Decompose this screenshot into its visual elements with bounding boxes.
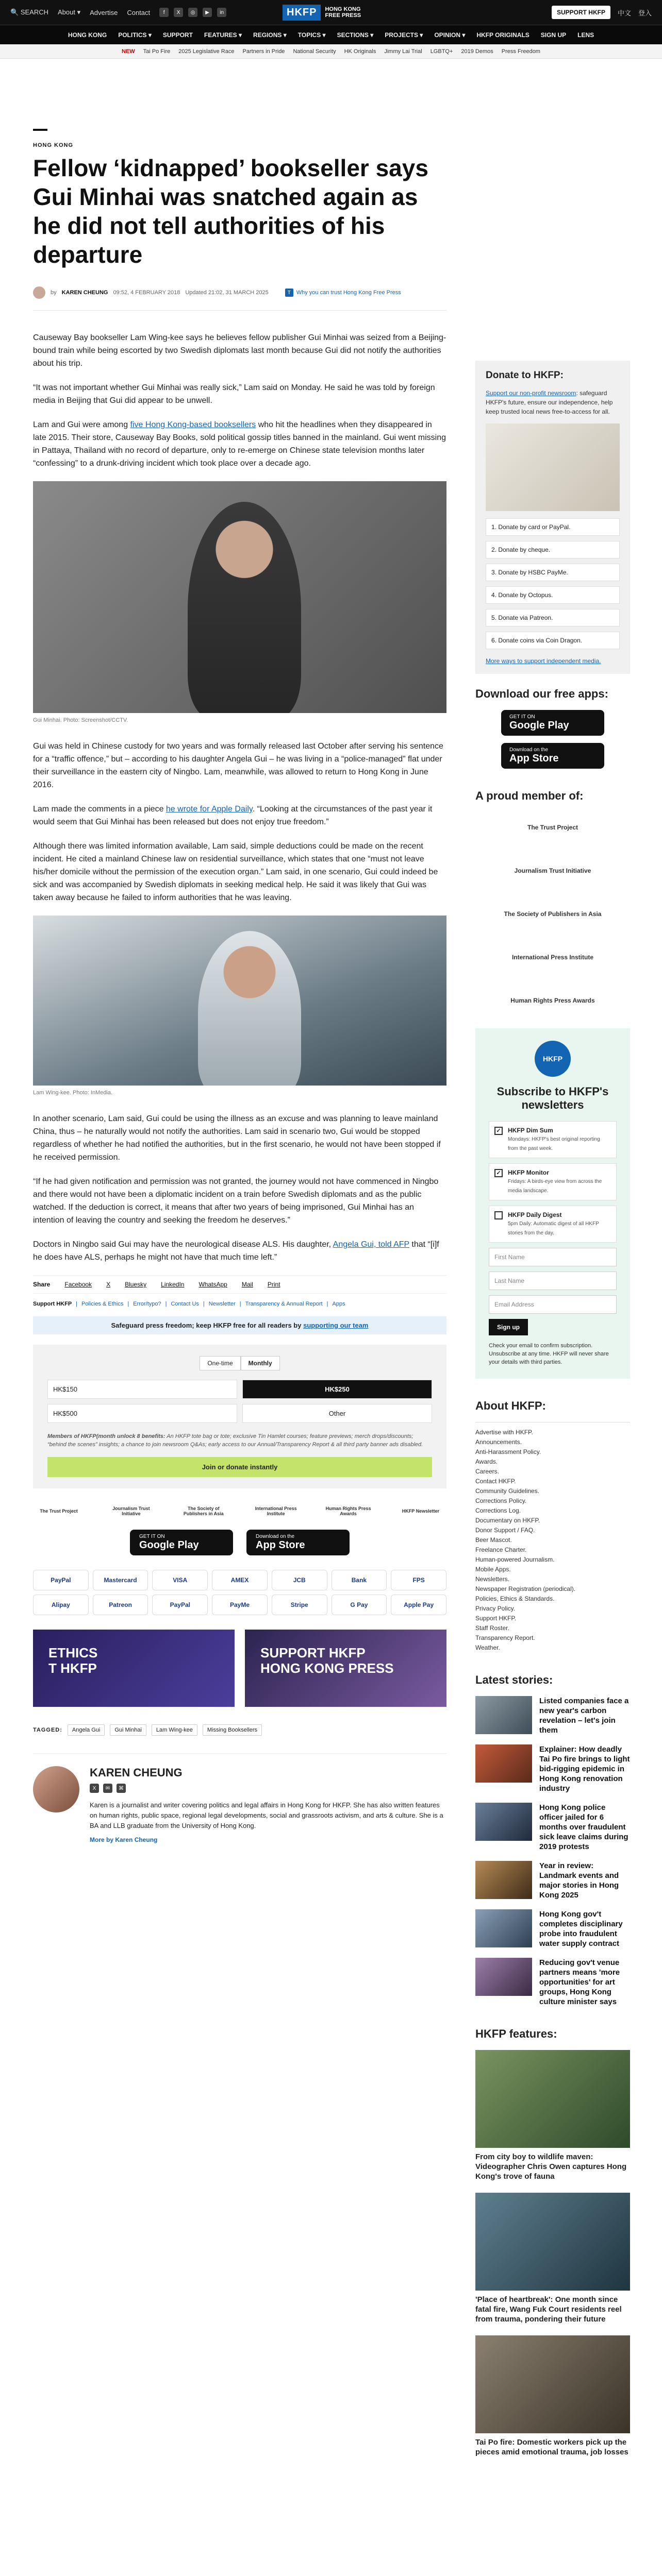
about-link[interactable]: Awards. <box>475 1458 498 1465</box>
newsletter-name: HKFP Monitor <box>508 1169 549 1176</box>
story-title: Listed companies face a new year's carbon revelation – let's join them <box>539 1697 629 1735</box>
inline-link[interactable]: Angela Gui, told AFP <box>333 1240 409 1249</box>
chinese-link[interactable]: 中文 <box>617 9 631 17</box>
donate-option[interactable]: 1. Donate by card or PayPal. <box>486 518 620 536</box>
about-link[interactable]: Transparency Report. <box>475 1634 535 1641</box>
story-title: Explainer: How deadly Tai Po fire brings to light bid-rigging epidemic in Hong Kong renovation industry <box>539 1745 630 1793</box>
trust-link[interactable] <box>285 289 401 297</box>
one-time-tab[interactable]: One-time <box>200 1356 240 1370</box>
app-store-button[interactable] <box>246 1530 350 1555</box>
newsletter-signup <box>475 1028 630 1379</box>
subnav-item[interactable]: National Security <box>293 48 336 55</box>
mail-icon[interactable]: ✉ <box>103 1784 112 1793</box>
banner-link[interactable]: supporting our team <box>303 1321 369 1329</box>
donate-desc: : safeguard HKFP's future, ensure our independence, help keep trusted local news free-to-access for all. <box>486 389 613 415</box>
story-thumbnail <box>475 1744 532 1783</box>
logo-mark: HKFP <box>283 5 321 21</box>
app-small: GET IT ON <box>509 714 535 720</box>
photo-caption: Lam Wing-kee. Photo: InMedia. <box>33 1090 113 1096</box>
app-name: Google Play <box>139 1539 199 1551</box>
promo-line: HONG KONG PRESS <box>260 1660 394 1676</box>
article-category[interactable]: HONG KONG <box>33 142 74 148</box>
nav-item[interactable]: LENS <box>577 31 594 39</box>
payment-logo[interactable]: PayPal <box>152 1595 208 1615</box>
about-link[interactable]: Announcements. <box>475 1438 522 1446</box>
search-label: SEARCH <box>20 8 48 16</box>
promo-support[interactable] <box>245 1630 446 1707</box>
payment-logo[interactable]: Alipay <box>33 1595 89 1615</box>
about-link[interactable]: Beer Mascot. <box>475 1536 512 1544</box>
share-facebook[interactable]: Facebook <box>64 1281 92 1288</box>
social-icons <box>159 8 226 17</box>
payment-logo[interactable]: Apple Pay <box>391 1595 446 1615</box>
members-text: An HKFP tote bag or tote; exclusive Tin Hamlet courses; feature previews; merch drops/discounts; “behind the scenes” insights; a chance to join newsroom Q&As; early access to our Annual/Transparency Report & all third party banner ads disabled. <box>47 1433 423 1448</box>
donate-text <box>486 388 620 416</box>
about-list <box>475 1422 630 1653</box>
newsletter-note: Check your email to confirm subscription. Unsubscribe at any time. HKFP will never share your details with third parties. <box>489 1343 609 1365</box>
subnav-item[interactable]: Tai Po Fire <box>143 48 171 55</box>
share-label: Share <box>33 1281 51 1288</box>
app-name: Google Play <box>509 720 569 731</box>
subnav-item[interactable]: 2019 Demos <box>461 48 493 55</box>
member-logo[interactable]: International Press Institute <box>511 954 594 961</box>
donate-card <box>475 361 630 674</box>
amount-option[interactable]: HK$500 <box>47 1404 237 1423</box>
app-store-button[interactable] <box>501 743 604 769</box>
checkbox-checked[interactable]: ✓ <box>494 1169 503 1177</box>
instagram-icon[interactable]: ◎ <box>188 8 197 17</box>
photo-figure <box>198 931 301 1086</box>
text: Lam and Gui were among <box>33 420 130 429</box>
about-link[interactable]: Corrections Log. <box>475 1507 521 1514</box>
payment-logo[interactable]: AMEX <box>212 1570 268 1590</box>
nav-item[interactable]: SIGN UP <box>540 31 567 39</box>
story-thumbnail <box>475 1909 532 1947</box>
paragraph: In another scenario, Lam said, Gui could be using the illness as an excuse and was planning to leave mainland China, thus – he naturally would not notify the authorities. Lam said in scenario two, Gui would be stopped regardless of whether he had notified the authorities, but in the first scenario, he would not have been stopped if he received permission. <box>33 1114 441 1162</box>
nav-item[interactable]: PROJECTS ▾ <box>385 31 423 39</box>
top-bar <box>0 0 662 25</box>
promo-banners <box>33 1630 446 1707</box>
donate-image <box>486 423 620 511</box>
paragraph: Causeway Bay bookseller Lam Wing-kee says he believes fellow publisher Gui Minhai was seized from a Beijing-bound train while being escorted by two Swedish diplomats last month because Gui did not notify the authorities about his trip. <box>33 333 446 368</box>
tag[interactable]: Lam Wing-kee <box>152 1724 197 1736</box>
nav-item[interactable]: SECTIONS ▾ <box>337 31 374 39</box>
facebook-icon[interactable]: f <box>159 8 169 17</box>
updated-date: Updated 21:02, 31 MARCH 2025 <box>185 290 269 296</box>
contact-link[interactable]: Contact <box>127 8 151 16</box>
byline <box>33 286 446 311</box>
story-item[interactable] <box>475 1958 630 2007</box>
separator: | <box>165 1301 167 1307</box>
feature-thumbnail <box>475 2050 630 2148</box>
partner-logo[interactable]: International Press Institute <box>255 1506 297 1516</box>
paragraph: “It was not important whether Gui Minhai was really sick,” Lam said on Monday. He said he was told by foreign media in Beijing that Gui did appear to be unwell. <box>33 383 435 405</box>
app-buttons <box>33 1530 446 1555</box>
author-socials <box>90 1784 446 1793</box>
email-field[interactable]: Email Address <box>489 1295 617 1314</box>
footer-link[interactable]: Contact Us <box>171 1301 199 1307</box>
newsletter-desc: Fridays: A birds-eye view from across the media landscape. <box>508 1179 602 1194</box>
footer-link[interactable]: Policies & Ethics <box>81 1301 124 1307</box>
logo-line-2: FREE PRESS <box>325 12 361 19</box>
about-link[interactable]: Donor Support / FAQ. <box>475 1527 535 1534</box>
members-info <box>47 1432 432 1449</box>
story-thumbnail <box>475 1861 532 1899</box>
donate-option[interactable]: 4. Donate by Octopus. <box>486 586 620 604</box>
story-item[interactable] <box>475 1861 630 1900</box>
newsletter-option[interactable] <box>489 1163 617 1200</box>
subnav-item[interactable]: LGBTQ+ <box>430 48 453 55</box>
partner-logos <box>33 1506 446 1516</box>
tag[interactable]: Gui Minhai <box>110 1724 146 1736</box>
partner-logo[interactable]: The Society of Publishers in Asia <box>183 1506 224 1516</box>
author-name[interactable]: KAREN CHEUNG <box>61 290 108 296</box>
newsletter-option[interactable] <box>489 1206 617 1243</box>
payment-logo[interactable]: G Pay <box>332 1595 387 1615</box>
inline-link[interactable]: five Hong Kong-based booksellers <box>130 420 256 429</box>
story-title: Hong Kong gov't completes disciplinary probe into fraudulent water supply contract <box>539 1910 623 1948</box>
about-section <box>475 1399 630 1653</box>
promo-line: T HKFP <box>48 1660 97 1676</box>
google-play-button[interactable] <box>130 1530 233 1555</box>
join-button[interactable]: Join or donate instantly <box>47 1457 432 1477</box>
about-link[interactable]: Privacy Policy. <box>475 1605 516 1612</box>
newsletter-name: HKFP Dim Sum <box>508 1127 553 1134</box>
newsletter-option[interactable] <box>489 1121 617 1158</box>
checkbox-checked[interactable]: ✓ <box>494 1127 503 1135</box>
share-bluesky[interactable]: Bluesky <box>125 1281 147 1288</box>
payment-logo[interactable]: Bank <box>332 1570 387 1590</box>
tags-label: TAGGED: <box>33 1727 62 1733</box>
paragraph <box>33 803 446 828</box>
payment-logo[interactable]: Patreon <box>93 1595 148 1615</box>
amount-option[interactable]: HK$150 <box>47 1380 237 1399</box>
separator: | <box>203 1301 205 1307</box>
nav-item[interactable]: HKFP ORIGINALS <box>476 31 529 39</box>
nav-item[interactable]: TOPICS ▾ <box>297 31 326 39</box>
feature-title: 'Place of heartbreak': One month since fatal fire, Wang Fuk Court residents reel from trauma, pondering their future <box>475 2295 622 2324</box>
top-bar-left <box>10 0 226 25</box>
share-mail[interactable]: Mail <box>241 1281 253 1288</box>
member-heading: A proud member of: <box>475 789 584 802</box>
payment-methods <box>33 1570 446 1615</box>
trust-icon: T <box>285 289 293 297</box>
nav-item[interactable]: REGIONS ▾ <box>253 31 287 39</box>
story-thumbnail <box>475 1696 532 1734</box>
footer-link[interactable]: Newsletter <box>208 1301 236 1307</box>
nav-item[interactable]: HONG KONG <box>68 31 107 39</box>
paragraph: “If he had given notification and permission was not granted, the journey would not have commenced in Ningbo and there would not have been a diplomatic incident on a train before Swedish diplomats and as the public watched. If the deduction is correct, it means that after two years of being imprisoned, Gui Minhai has an intention of leaving the country and seeking the freedom he deserves.” <box>33 1177 439 1225</box>
text: Doctors in Ningbo said Gui may have the neurological disease ALS. His daughter, <box>33 1240 333 1249</box>
donate-option[interactable]: 3. Donate by HSBC PayMe. <box>486 564 620 581</box>
story-item[interactable] <box>475 1803 630 1852</box>
story-item[interactable] <box>475 1696 630 1735</box>
about-link[interactable]: Human-powered Journalism. <box>475 1556 555 1563</box>
tag-list <box>33 1724 446 1736</box>
amount-option-selected[interactable]: HK$250 <box>242 1380 432 1399</box>
nav-item[interactable]: OPINION ▾ <box>434 31 466 39</box>
logo-line-1: HONG KONG <box>325 6 361 12</box>
more-by-author-link[interactable]: More by Karen Cheung <box>90 1836 158 1843</box>
members-title: Members of HKFP(month unlock 8 benefits: <box>47 1433 166 1439</box>
support-banner <box>33 1316 446 1334</box>
article <box>33 129 446 1843</box>
nav-item[interactable]: FEATURES ▾ <box>204 31 242 39</box>
about-link[interactable]: Support HKFP. <box>475 1615 517 1622</box>
subnav-item[interactable]: Jimmy Lai Trial <box>384 48 422 55</box>
newsletter-title: Subscribe to HKFP's newsletters <box>496 1085 609 1111</box>
app-small: GET IT ON <box>139 1534 165 1539</box>
footer-link[interactable]: Apps <box>332 1301 345 1307</box>
amount-option[interactable]: Other <box>242 1404 432 1423</box>
app-name: App Store <box>256 1539 305 1551</box>
donate-link[interactable]: Support our non-profit newsroom <box>486 389 576 397</box>
photo-figure <box>188 502 301 713</box>
payment-logo[interactable]: VISA <box>152 1570 208 1590</box>
text: . “Looking at the circumstances of the past year it would seem that Gui Minhai has been released but does not enjoy true freedom.” <box>33 805 433 826</box>
monthly-tab[interactable]: Monthly <box>241 1356 280 1370</box>
feature-thumbnail <box>475 2193 630 2291</box>
donate-option[interactable]: 2. Donate by cheque. <box>486 541 620 558</box>
payment-logo[interactable]: PayMe <box>212 1595 268 1615</box>
feature-item[interactable] <box>475 2050 630 2181</box>
story-title: Hong Kong police officer jailed for 6 months over fraudulent sick leave claims during 2019 protests <box>539 1803 628 1851</box>
donate-title: Donate to HKFP: <box>486 370 564 381</box>
paragraph: Although there was limited information available, Lam said, simple deductions could be made on the recent incident. He cited a mainland Chinese law on residential surveillance, which states that one “must not leave his/her domicile without the permission of the execution organ.” Lam said, in one scenario, Gui could indeed be sick and was accompanied by Swedish diplomats in seeking medical help. He said it was likely that Gui was taken away because he failed to inform authorities that he was leaving. <box>33 842 438 902</box>
text: Lam made the comments in a piece <box>33 805 166 814</box>
share-whatsapp[interactable]: WhatsApp <box>198 1281 227 1288</box>
payment-logo[interactable]: Stripe <box>272 1595 327 1615</box>
separator: | <box>239 1301 241 1307</box>
sidebar <box>475 361 630 2468</box>
about-link[interactable]: Newsletters. <box>475 1575 510 1583</box>
promo-line: SUPPORT HKFP <box>260 1645 366 1660</box>
newsletter-name: HKFP Daily Digest <box>508 1211 562 1218</box>
nav-item[interactable]: SUPPORT <box>162 31 193 39</box>
tag[interactable]: Angela Gui <box>68 1724 105 1736</box>
about-link[interactable]: Community Guidelines. <box>475 1487 540 1495</box>
about-link[interactable]: Careers. <box>475 1468 500 1475</box>
paragraph <box>33 1238 446 1264</box>
about-heading: About HKFP: <box>475 1399 546 1412</box>
donate-option[interactable]: 6. Donate coins via Coin Dragon. <box>486 632 620 649</box>
tag[interactable]: Missing Booksellers <box>203 1724 262 1736</box>
last-name-field[interactable]: Last Name <box>489 1272 617 1290</box>
partner-logo[interactable]: Human Rights Press Awards <box>325 1506 371 1516</box>
author-box <box>33 1753 446 1843</box>
donate-widget <box>33 1345 446 1488</box>
about-link[interactable]: Policies, Ethics & Standards. <box>475 1595 555 1602</box>
x-icon[interactable]: X <box>174 8 183 17</box>
about-link[interactable]: Staff Roster. <box>475 1624 509 1632</box>
inline-link[interactable]: he wrote for Apple Daily <box>166 805 253 814</box>
member-logo[interactable]: The Trust Project <box>527 824 578 831</box>
new-badge: NEW <box>122 48 135 55</box>
story-title: Year in review: Landmark events and major stories in Hong Kong 2025 <box>539 1861 619 1900</box>
trust-label: Why you can trust Hong Kong Free Press <box>296 290 401 296</box>
latest-heading: Latest stories: <box>475 1673 553 1686</box>
site-logo[interactable] <box>283 2 361 23</box>
partner-logo[interactable]: Journalism Trust Initiative <box>112 1506 150 1516</box>
feature-item[interactable] <box>475 2335 630 2457</box>
linkedin-icon[interactable]: in <box>217 8 226 17</box>
hkfp-features <box>475 2027 630 2457</box>
member-logo[interactable]: The Society of Publishers in Asia <box>504 910 602 918</box>
publish-date: 09:52, 4 FEBRUARY 2018 <box>113 290 180 296</box>
about-menu[interactable]: About ▾ <box>58 8 81 16</box>
author-avatar <box>33 286 45 299</box>
article-headline: Fellow ‘kidnapped’ bookseller says Gui Minhai was snatched again as he did not tell authorities of his departure <box>33 155 428 268</box>
nav-item[interactable]: POLITICS ▾ <box>118 31 152 39</box>
share-print[interactable]: Print <box>267 1281 280 1288</box>
banner-text: Safeguard press freedom; keep HKFP free for all readers by <box>111 1321 304 1329</box>
author-details <box>90 1766 446 1843</box>
promo-line: ETHICS <box>48 1645 98 1660</box>
sub-nav <box>0 44 662 59</box>
divider <box>33 129 47 131</box>
subnav-item[interactable]: 2025 Legislative Race <box>178 48 235 55</box>
story-item[interactable] <box>475 1909 630 1948</box>
login-link[interactable]: 登入 <box>638 9 652 17</box>
apps-heading: Download our free apps: <box>475 687 608 700</box>
partner-logo[interactable]: The Trust Project <box>40 1509 78 1514</box>
separator: | <box>326 1301 328 1307</box>
checkbox-unchecked[interactable] <box>494 1211 503 1219</box>
subnav-item[interactable]: Press Freedom <box>501 48 540 55</box>
top-bar-right <box>552 0 652 25</box>
about-link[interactable]: Mobile Apps. <box>475 1566 511 1573</box>
footer-link[interactable]: Support HKFP <box>33 1301 72 1307</box>
about-link[interactable]: Documentary on HKFP. <box>475 1517 540 1524</box>
article-footer-links <box>33 1301 446 1307</box>
google-play-button[interactable] <box>501 710 604 736</box>
story-thumbnail <box>475 1803 532 1841</box>
x-icon[interactable]: X <box>90 1784 99 1793</box>
features-heading: HKFP features: <box>475 2027 557 2040</box>
subnav-item[interactable]: HK Originals <box>344 48 376 55</box>
payment-logo[interactable]: JCB <box>272 1570 327 1590</box>
footer-link[interactable]: Error/typo? <box>133 1301 161 1307</box>
frequency-toggle <box>47 1356 432 1370</box>
story-thumbnail <box>475 1958 532 1996</box>
about-link[interactable]: Weather. <box>475 1644 500 1651</box>
author-bio: Karen is a journalist and writer covering politics and legal affairs in Hong Kong for HKFP. She has also written features on human rights, public space, regional legal developments, social and grassroots activism, and arts & culture. She is a BA and LLB graduate from the University of Hong Kong. <box>90 1801 443 1829</box>
author-photo <box>33 1766 79 1812</box>
byline-by: by <box>51 290 57 296</box>
share-x[interactable]: X <box>106 1281 111 1288</box>
youtube-icon[interactable]: ▶ <box>203 8 212 17</box>
member-logo[interactable]: Journalism Trust Initiative <box>514 867 591 874</box>
share-bar <box>33 1275 446 1294</box>
about-link[interactable]: Newspaper Registration (periodical). <box>475 1585 576 1592</box>
payment-logo[interactable]: PayPal <box>33 1570 89 1590</box>
app-small: Download on the <box>256 1534 295 1539</box>
first-name-field[interactable]: First Name <box>489 1248 617 1266</box>
signup-button[interactable]: Sign up <box>489 1319 528 1335</box>
donate-option[interactable]: 5. Donate via Patreon. <box>486 609 620 626</box>
text: who hit the headlines when they disappeared in late 2015. Their store, Causeway Bay Books, sold political gossip titles banned in the mainland. Gui went missing in Pattaya, Thailand with no record of departure, only to re-emerge on Chinese state television months later “confessing” to a drunk-driving incident which took place over a decade ago. <box>33 420 446 468</box>
newsletter-desc: 5pm Daily: Automatic digest of all HKFP stories from the day. <box>508 1221 599 1236</box>
search-button[interactable]: 🔍 SEARCH <box>10 8 48 16</box>
story-item[interactable] <box>475 1744 630 1793</box>
amount-options <box>47 1380 432 1423</box>
feature-thumbnail <box>475 2335 630 2433</box>
latest-stories <box>475 1673 630 2007</box>
newsletter-logo: HKFP <box>535 1041 571 1077</box>
partner-logo[interactable]: HKFP Newsletter <box>402 1509 440 1514</box>
payment-logo[interactable]: Mastercard <box>93 1570 148 1590</box>
link-icon[interactable]: ⌘ <box>117 1784 126 1793</box>
photo-lam-wing-kee <box>33 916 446 1086</box>
feature-item[interactable] <box>475 2193 630 2324</box>
more-ways-link[interactable]: More ways to support independent media. <box>486 657 601 665</box>
paragraph: Gui was held in Chinese custody for two years and was formally released last October after serving his sentence for a “traffic offence,” but – according to his daughter Angela Gui – he was living in a “police-managed” flat under their surveillance in the eastern city of Ningbo. Lam, meanwhile, was allowed to return to Hong Kong in June 2016. <box>33 742 443 789</box>
payment-logo[interactable]: FPS <box>391 1570 446 1590</box>
support-hkfp-button[interactable]: SUPPORT HKFP <box>552 6 610 19</box>
footer-link[interactable]: Transparency & Annual Report <box>245 1301 323 1307</box>
logo-text <box>325 6 361 19</box>
newsletter-desc: Mondays: HKFP's best original reporting from the past week. <box>508 1137 600 1151</box>
app-small: Download on the <box>509 747 549 753</box>
feature-title: Tai Po fire: Domestic workers pick up the pieces amid emotional trauma, job losses <box>475 2438 628 2456</box>
author-box-name[interactable]: KAREN CHEUNG <box>90 1766 183 1779</box>
about-link[interactable]: Corrections Policy. <box>475 1497 527 1504</box>
share-linkedin[interactable]: LinkedIn <box>161 1281 185 1288</box>
paragraph <box>33 418 446 470</box>
separator: | <box>127 1301 129 1307</box>
main-nav <box>0 25 662 44</box>
photo-gui-minhai <box>33 481 446 713</box>
about-link[interactable]: Freelance Charter. <box>475 1546 527 1553</box>
promo-ethics[interactable] <box>33 1630 235 1707</box>
text: that “[i]f he does have ALS, perhaps he might not have that much time left.” <box>33 1240 439 1262</box>
advertise-link[interactable]: Advertise <box>90 8 118 16</box>
separator: | <box>76 1301 78 1307</box>
about-link[interactable]: Advertise with HKFP. <box>475 1429 533 1436</box>
photo-caption: Gui Minhai. Photo: Screenshot/CCTV. <box>33 717 128 723</box>
about-link[interactable]: Contact HKFP. <box>475 1478 516 1485</box>
app-name: App Store <box>509 753 559 764</box>
member-logo[interactable]: Human Rights Press Awards <box>510 997 595 1004</box>
about-link[interactable]: Anti-Harassment Policy. <box>475 1448 541 1455</box>
feature-title: From city boy to wildlife maven: Videographer Chris Owen captures Hong Kong's trove of fauna <box>475 2153 627 2181</box>
story-title: Reducing gov't venue partners means 'more opportunities' for art groups, Hong Kong culture minister says <box>539 1958 620 2006</box>
subnav-item[interactable]: Partners in Pride <box>242 48 285 55</box>
